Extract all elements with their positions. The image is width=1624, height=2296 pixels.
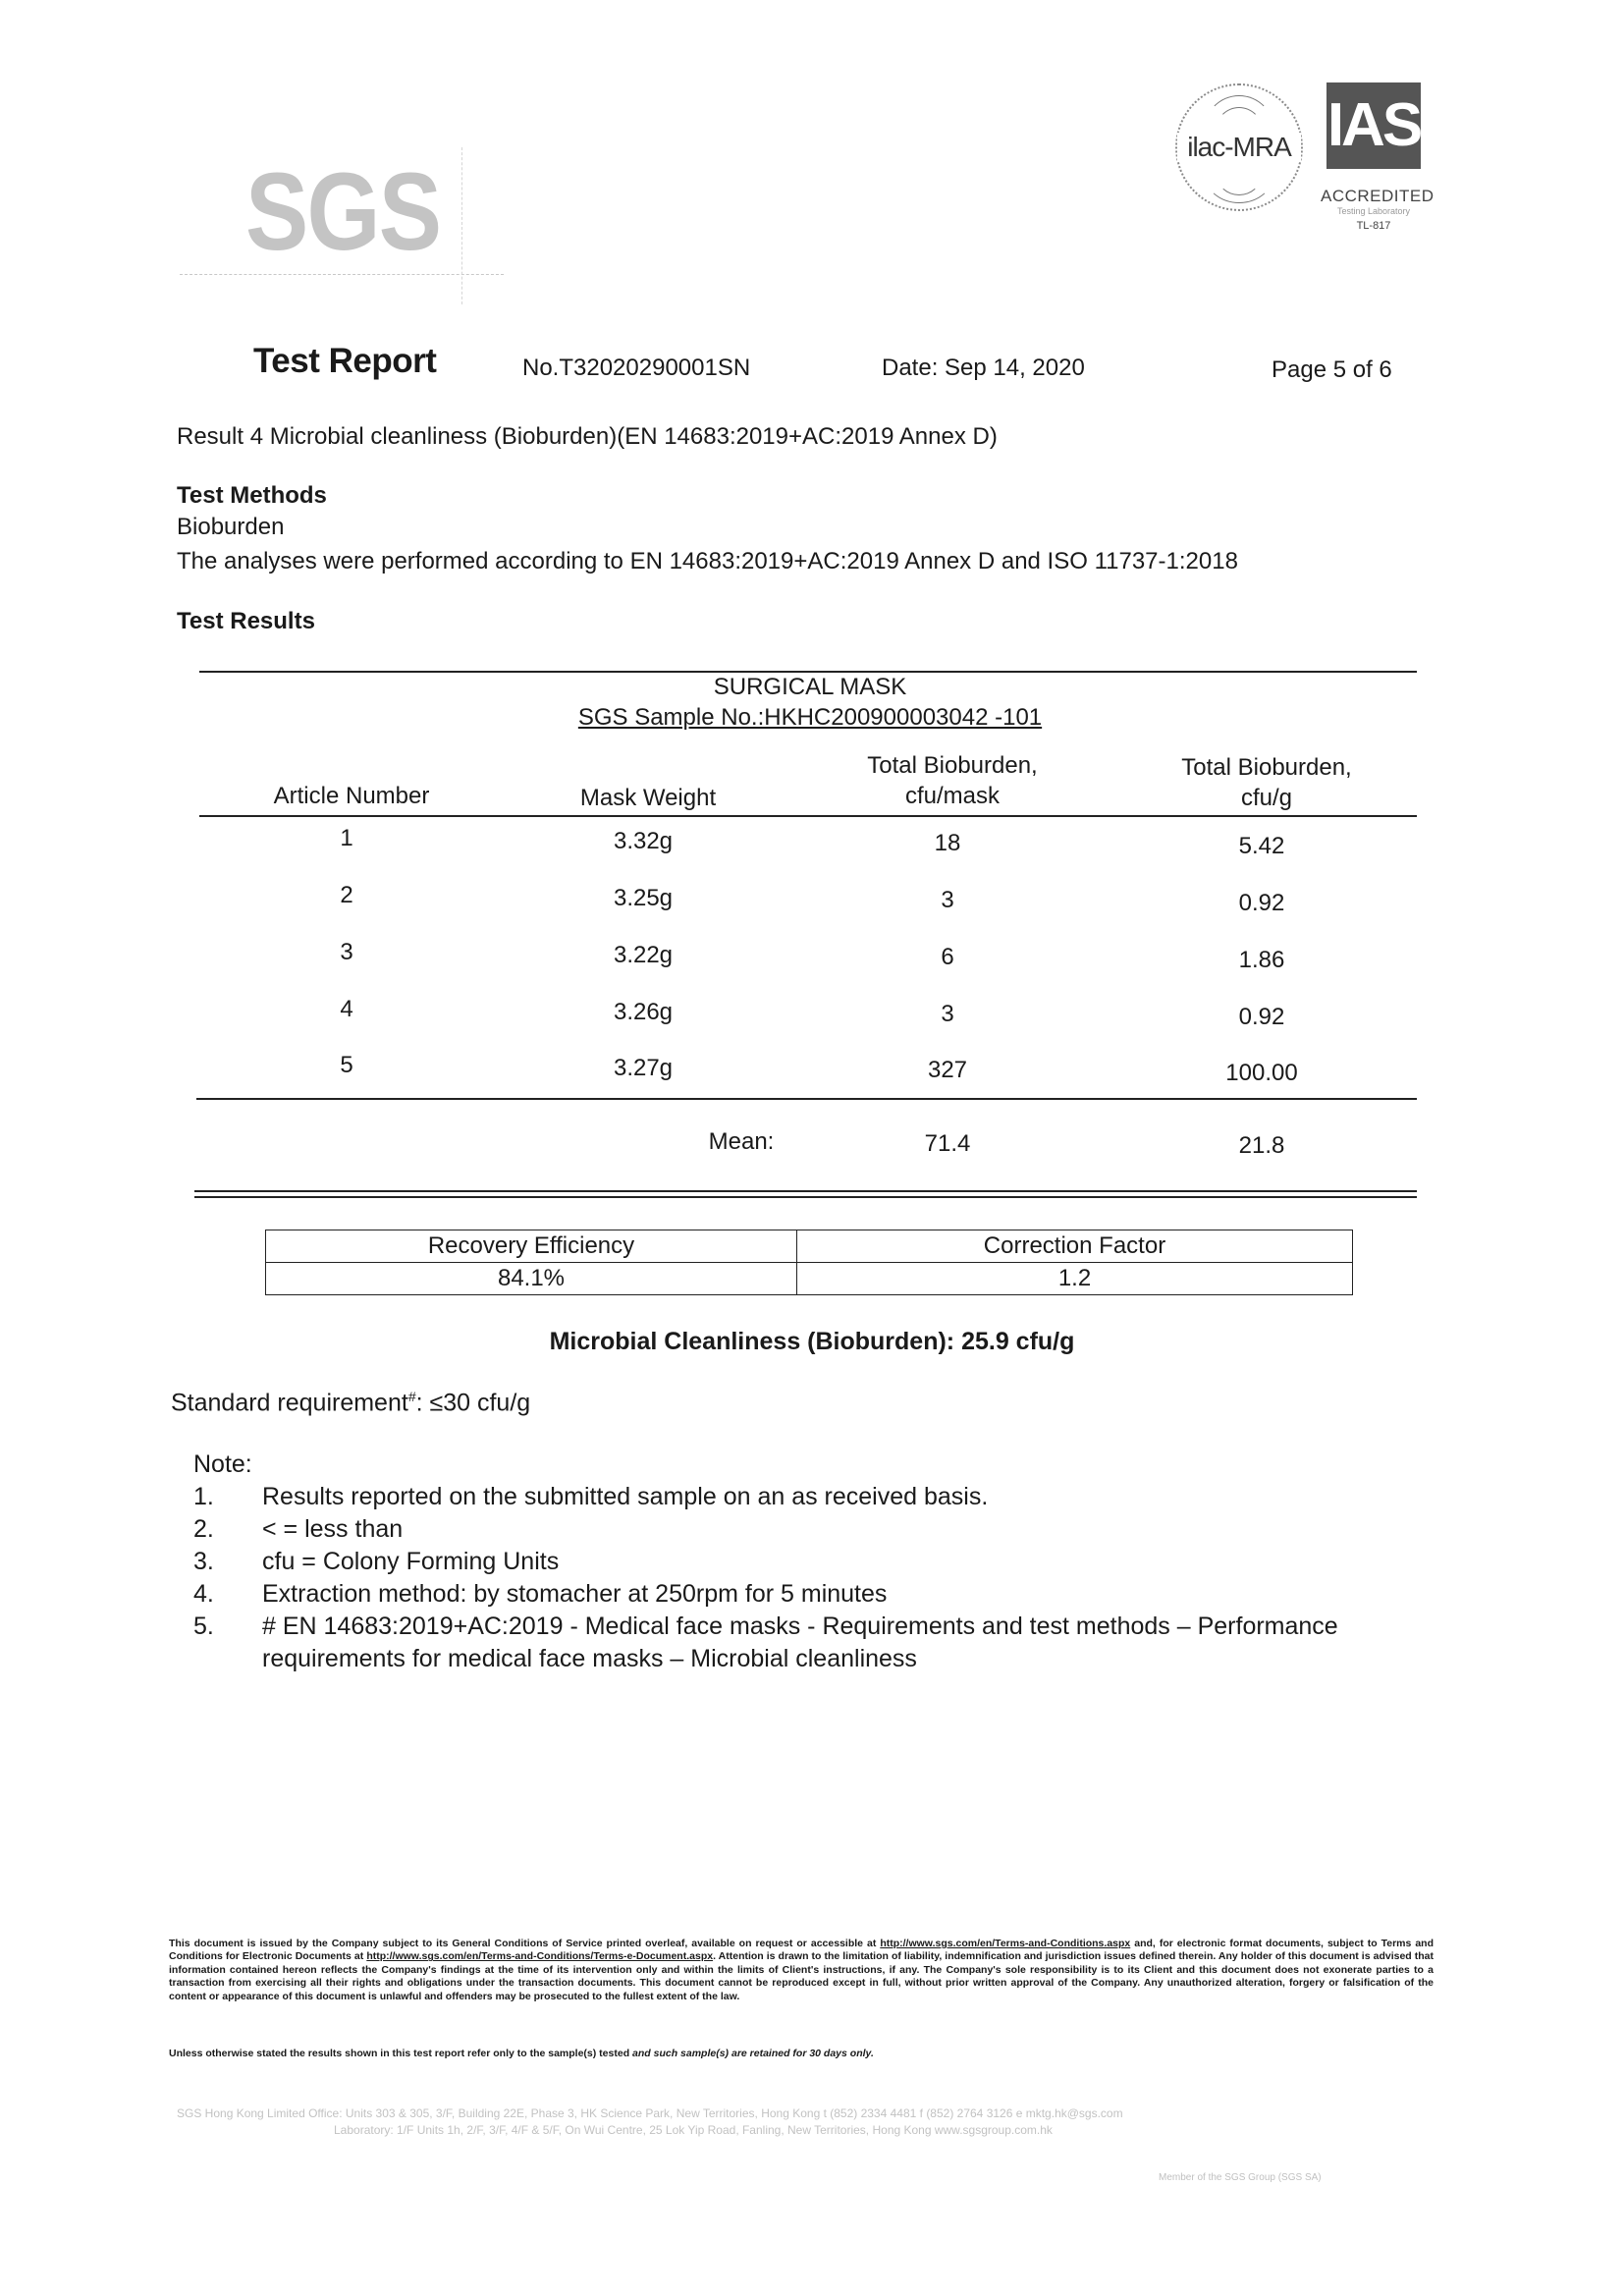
column-header-article-number: Article Number bbox=[273, 783, 430, 809]
logo-divider bbox=[180, 274, 504, 275]
standard-requirement bbox=[171, 1389, 530, 1417]
mask-weight: 3.32g bbox=[613, 828, 674, 854]
ias-logo: IAS bbox=[1326, 82, 1421, 169]
standard-requirement-label: Standard requirement bbox=[171, 1389, 408, 1417]
mean-cfu-per-mask: 71.4 bbox=[924, 1130, 971, 1157]
rows-bottom-rule bbox=[196, 1098, 1417, 1100]
note-text: # EN 14683:2019+AC:2019 - Medical face masks - Requirements and test methods – Performance bbox=[262, 1613, 1338, 1640]
terms-conditions-link[interactable]: http://www.sgs.com/en/Terms-and-Conditions.aspx bbox=[880, 1938, 1131, 1949]
article-number: 2 bbox=[340, 882, 353, 908]
cfu-per-mask: 6 bbox=[941, 944, 954, 970]
column-header-cfu-mask-line1: Total Bioburden, bbox=[867, 752, 1038, 779]
terms-e-document-link[interactable]: http://www.sgs.com/en/Terms-and-Conditions/Terms-e-Document.aspx bbox=[366, 1950, 714, 1963]
article-number: 5 bbox=[340, 1052, 353, 1078]
retention-text: Unless otherwise stated the results shown in this test report refer only to the sample(s) tested bbox=[169, 2048, 633, 2059]
article-number: 3 bbox=[340, 939, 353, 965]
table-bottom-rule-double bbox=[194, 1196, 1417, 1198]
ias-code: TL-817 bbox=[1356, 220, 1391, 232]
report-title: Test Report bbox=[253, 342, 437, 380]
page-indicator: Page 5 of 6 bbox=[1272, 356, 1392, 383]
address-line-1: SGS Hong Kong Limited Office: Units 303 & 305, 3/F, Building 22E, Phase 3, HK Science Park, New Territories, Hong Kong t (852) 2334 4481 f (852) 2764 3126 e mktg.hk@sgs.com bbox=[177, 2106, 1123, 2120]
result-title: Result 4 Microbial cleanliness (Bioburden)(EN 14683:2019+AC:2019 Annex D) bbox=[177, 423, 998, 450]
ias-subtitle: Testing Laboratory bbox=[1336, 206, 1411, 216]
column-header-cfu-mask-line2: cfu/mask bbox=[904, 783, 1001, 809]
note-text: < = less than bbox=[262, 1515, 404, 1543]
mask-weight: 3.22g bbox=[613, 942, 674, 968]
test-method-description: The analyses were performed according to EN 14683:2019+AC:2019 Annex D and ISO 11737-1:2018 bbox=[177, 548, 1238, 574]
note-number: 4. bbox=[193, 1580, 214, 1608]
legal-text: This document is issued by the Company subject to its General Conditions of Service printed overleaf, available on request or accessible at bbox=[169, 1938, 881, 1949]
ias-accredited-label: ACCREDITED bbox=[1321, 187, 1435, 205]
bioburden-summary: Microbial Cleanliness (Bioburden): 25.9 cfu/g bbox=[549, 1328, 1075, 1355]
report-date: Date: Sep 14, 2020 bbox=[882, 355, 1085, 381]
column-header-cfu-g-line1: Total Bioburden, bbox=[1181, 754, 1352, 781]
sample-number: SGS Sample No.:HKHC200900003042 -101 bbox=[577, 704, 1043, 731]
test-methods-heading: Test Methods bbox=[177, 482, 327, 509]
mean-cfu-per-gram: 21.8 bbox=[1238, 1132, 1285, 1159]
table-top-rule bbox=[199, 671, 1417, 673]
test-method-name: Bioburden bbox=[177, 514, 285, 540]
logo-divider-vertical bbox=[461, 147, 462, 304]
header-rule bbox=[199, 815, 1417, 817]
cfu-per-gram: 0.92 bbox=[1238, 890, 1285, 916]
correction-factor-header: Correction Factor bbox=[797, 1230, 1353, 1263]
report-number: No.T32020290001SN bbox=[522, 355, 751, 381]
note-text: cfu = Colony Forming Units bbox=[262, 1548, 560, 1575]
mask-weight: 3.26g bbox=[613, 999, 674, 1025]
mask-weight: 3.27g bbox=[613, 1055, 674, 1081]
cfu-per-gram: 1.86 bbox=[1238, 947, 1285, 973]
cfu-per-mask: 327 bbox=[927, 1057, 968, 1083]
footnote-mark: # bbox=[407, 1389, 416, 1404]
recovery-table bbox=[265, 1230, 1353, 1295]
note-number: 3. bbox=[193, 1548, 214, 1575]
note-text: Extraction method: by stomacher at 250rpm for 5 minutes bbox=[262, 1580, 888, 1608]
article-number: 1 bbox=[340, 825, 353, 851]
note-number: 5. bbox=[193, 1613, 214, 1640]
mask-weight: 3.25g bbox=[613, 885, 674, 911]
ilac-mra-logo bbox=[1175, 83, 1303, 211]
retention-text-italic: and such sample(s) are retained for 30 days only. bbox=[632, 2048, 874, 2059]
note-text: requirements for medical face masks – Microbial cleanliness bbox=[262, 1645, 917, 1672]
cfu-per-mask: 3 bbox=[941, 1001, 954, 1027]
column-header-cfu-g-line2: cfu/g bbox=[1240, 785, 1293, 811]
recovery-efficiency-value: 84.1% bbox=[266, 1263, 797, 1295]
member-note: Member of the SGS Group (SGS SA) bbox=[1159, 2172, 1322, 2183]
standard-requirement-value: : ≤30 cfu/g bbox=[415, 1389, 531, 1417]
test-results-heading: Test Results bbox=[177, 608, 315, 634]
retention-notice bbox=[169, 2048, 874, 2059]
legal-disclaimer bbox=[169, 1938, 1434, 2003]
note-number: 1. bbox=[193, 1483, 214, 1510]
cfu-per-mask: 3 bbox=[941, 887, 954, 913]
cfu-per-gram: 0.92 bbox=[1238, 1004, 1285, 1030]
address-line-2: Laboratory: 1/F Units 1h, 2/F, 3/F, 4/F & 5/F, On Wui Centre, 25 Lok Yip Road, Fanling, New Territories, Hong Kong www.sgsgroup.com.hk bbox=[334, 2123, 1053, 2137]
note-number: 2. bbox=[193, 1515, 214, 1543]
table-bottom-rule bbox=[194, 1190, 1417, 1192]
mean-label: Mean: bbox=[708, 1128, 775, 1155]
cfu-per-gram: 5.42 bbox=[1238, 833, 1285, 859]
legal-text: and, for electronic format documents, subject to Terms and Conditions for Electronic Documents at bbox=[169, 1938, 1434, 1963]
cfu-per-gram: 100.00 bbox=[1225, 1060, 1298, 1086]
legal-text: . Attention is drawn to the limitation of liability, indemnification and jurisdiction issues defined therein. Any holder of this document is advised that information contained hereon reflects the Company's findings at the time of its intervention only and within the limits of Client's instructions, if any. The Company's sole responsibility is to its Client and this document does not exonerate parties to a transaction from exercising all their rights and obligations under the transaction documents. This document cannot be reproduced except in full, without prior written approval of the Company. Any unauthorized alteration, forgery or falsification of the content or appearance of this document is unlawful and offenders may be prosecuted to the fullest extent of the law. bbox=[169, 1950, 1434, 2002]
correction-factor-value: 1.2 bbox=[797, 1263, 1353, 1295]
ilac-mra-label: ilac-MRA bbox=[1177, 133, 1301, 162]
article-number: 4 bbox=[340, 996, 353, 1022]
sample-name: SURGICAL MASK bbox=[713, 674, 907, 700]
sgs-logo: SGS bbox=[245, 150, 441, 273]
notes-label: Note: bbox=[193, 1450, 252, 1478]
cfu-per-mask: 18 bbox=[934, 830, 961, 856]
recovery-efficiency-header: Recovery Efficiency bbox=[266, 1230, 797, 1263]
column-header-mask-weight: Mask Weight bbox=[579, 785, 717, 811]
note-text: Results reported on the submitted sample on an as received basis. bbox=[262, 1483, 989, 1510]
